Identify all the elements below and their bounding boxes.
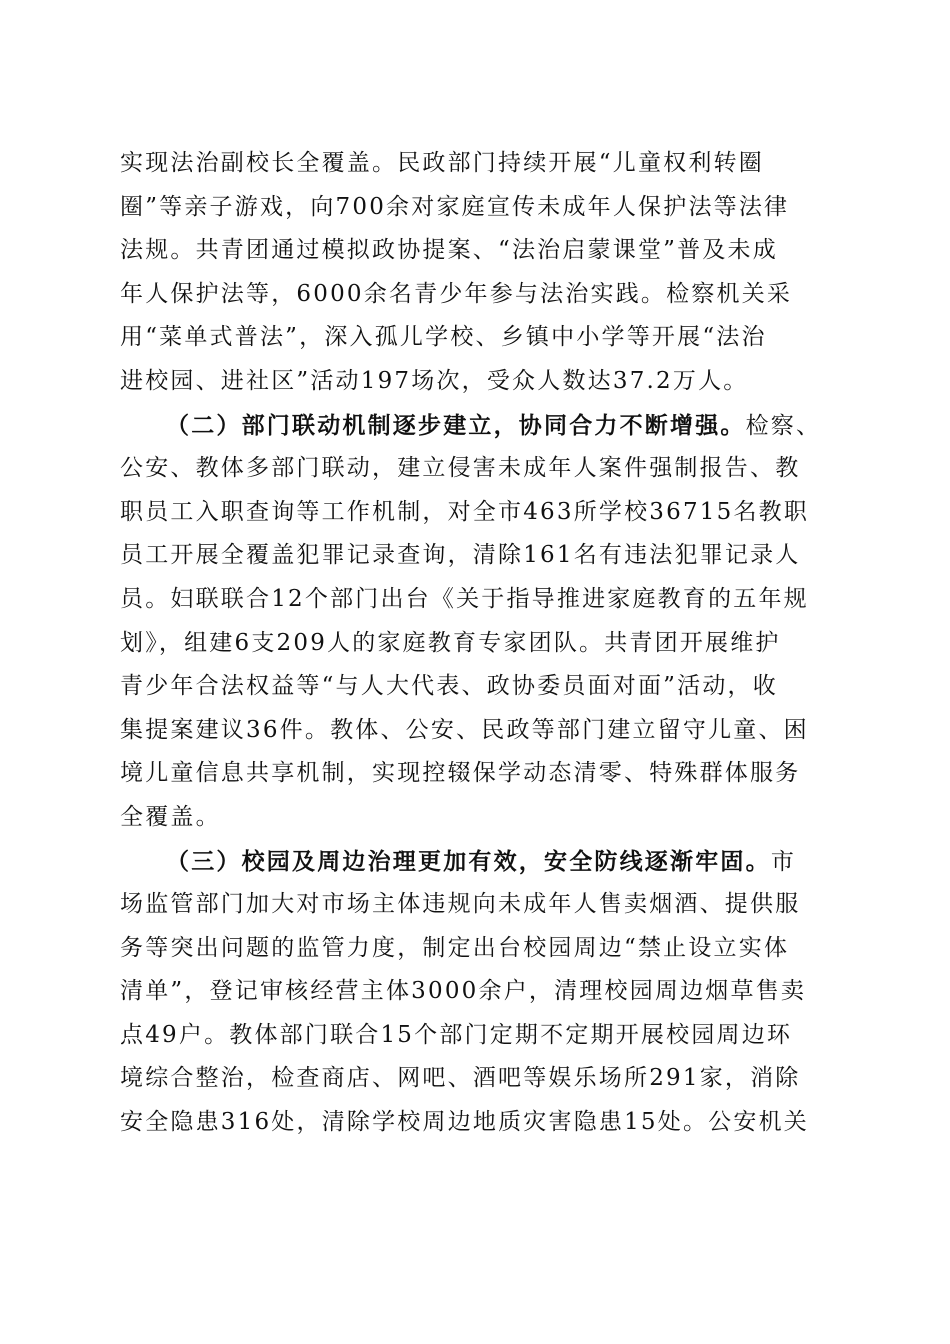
paragraph-line: 安全隐患316处，清除学校周边地质灾害隐患15处。公安机关 <box>120 1109 809 1136</box>
document-body <box>120 142 830 1145</box>
paragraph-first-line <box>120 404 830 448</box>
paragraph-line: 全覆盖。 <box>120 803 221 830</box>
heading-line-continuation: 检察、 <box>745 412 822 439</box>
paragraph-line: 圈”等亲子游戏，向700余对家庭宣传未成年人保护法等法律 <box>120 193 790 220</box>
paragraph-line: 务等突出问题的监管力度，制定出台校园周边“禁止设立实体 <box>120 934 790 961</box>
paragraph-line: 境综合整治，检查商店、网吧、酒吧等娱乐场所291家，消除 <box>120 1065 801 1092</box>
paragraph-2 <box>120 404 830 840</box>
paragraph-line: 青少年合法权益等“与人大代表、政协委员面对面”活动，收 <box>120 673 778 700</box>
paragraph-line: 用“菜单式普法”，深入孤儿学校、乡镇中小学等开展“法治 <box>120 324 767 351</box>
paragraph-line: 员工开展全覆盖犯罪记录查询，清除161名有违法犯罪记录人 <box>120 542 801 569</box>
paragraph-first-line <box>120 840 830 884</box>
paragraph-line: 集提案建议36件。教体、公安、民政等部门建立留守儿童、困 <box>120 716 809 743</box>
paragraph-line: 境儿童信息共享机制，实现控辍保学动态清零、特殊群体服务 <box>120 760 801 787</box>
paragraph-line: 法规。共青团通过模拟政协提案、“法治启蒙课堂”普及未成 <box>120 237 778 264</box>
paragraph-line: 点49户。教体部门联合15个部门定期不定期开展校园周边环 <box>120 1021 793 1048</box>
heading-line-continuation: 市 <box>770 848 797 875</box>
paragraph-line: 员。妇联联合12个部门出台《关于指导推进家庭教育的五年规 <box>120 585 809 612</box>
paragraph-1 <box>120 142 830 404</box>
paragraph-line: 清单”，登记审核经营主体3000余户，清理校园周边烟草售卖 <box>120 978 807 1005</box>
paragraph-line: 进校园、进社区”活动197场次，受众人数达37.2万人。 <box>120 367 749 394</box>
section-heading: （三）校园及周边治理更加有效，安全防线逐渐牢固。 <box>166 847 771 875</box>
paragraph-line: 实现法治副校长全覆盖。民政部门持续开展“儿童权利转圈 <box>120 150 764 176</box>
paragraph-line: 场监管部门加大对市场主体违规向未成年人售卖烟酒、提供服 <box>120 891 801 918</box>
paragraph-line: 公安、教体多部门联动，建立侵害未成年人案件强制报告、教 <box>120 455 801 482</box>
paragraph-line: 年人保护法等，6000余名青少年参与法治实践。检察机关采 <box>120 280 793 307</box>
paragraph-3 <box>120 840 830 1145</box>
paragraph-line: 划》，组建6支209人的家庭教育专家团队。共青团开展维护 <box>120 629 781 656</box>
paragraph-line: 职员工入职查询等工作机制，对全市463所学校36715名教职 <box>120 498 810 525</box>
section-heading: （二）部门联动机制逐步建立，协同合力不断增强。 <box>166 411 746 439</box>
